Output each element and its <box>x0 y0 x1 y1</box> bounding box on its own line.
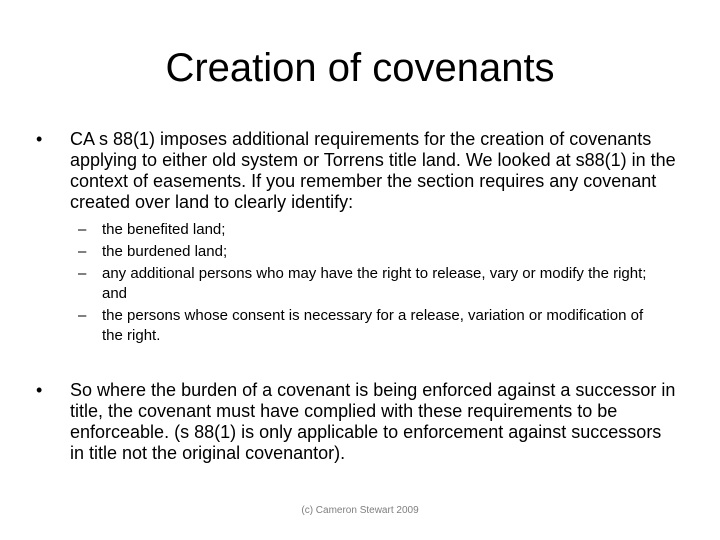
bullet-item <box>36 380 676 464</box>
bullet-item <box>36 129 676 213</box>
bullet-text: CA s 88(1) imposes additional requirements for the creation of covenants applying to either old system or Torrens title land. We looked at s88(1) in the context of easements. If you remember the section requires any covenant created over land to clearly identify: <box>70 129 676 212</box>
sub-marker: – <box>78 307 87 324</box>
sub-item-text: the benefited land; <box>102 221 226 238</box>
sub-list <box>78 220 658 348</box>
sub-item-text: the burdened land; <box>102 243 228 260</box>
slide-title: Creation of covenants <box>165 46 555 90</box>
sub-item-text: the persons whose consent is necessary for a release, variation or modification of the right. <box>102 307 644 344</box>
sub-list-item <box>78 220 658 240</box>
sub-list-item <box>78 306 658 346</box>
sub-item-text: any additional persons who may have the right to release, vary or modify the right; and <box>102 265 647 302</box>
sub-marker: – <box>78 265 87 282</box>
bullet-marker: • <box>36 380 43 400</box>
slide-footer: (c) Cameron Stewart 2009 <box>301 505 419 516</box>
bullet-marker: • <box>36 129 43 149</box>
sub-list-item <box>78 242 658 262</box>
sub-list-item <box>78 264 658 304</box>
bullet-text: So where the burden of a covenant is being enforced against a successor in title, the covenant must have complied with these requirements to be enforceable. (s 88(1) is only applicable to enforcement against successors in title not the original covenantor). <box>70 380 676 463</box>
sub-marker: – <box>78 221 87 238</box>
sub-marker: – <box>78 243 87 260</box>
